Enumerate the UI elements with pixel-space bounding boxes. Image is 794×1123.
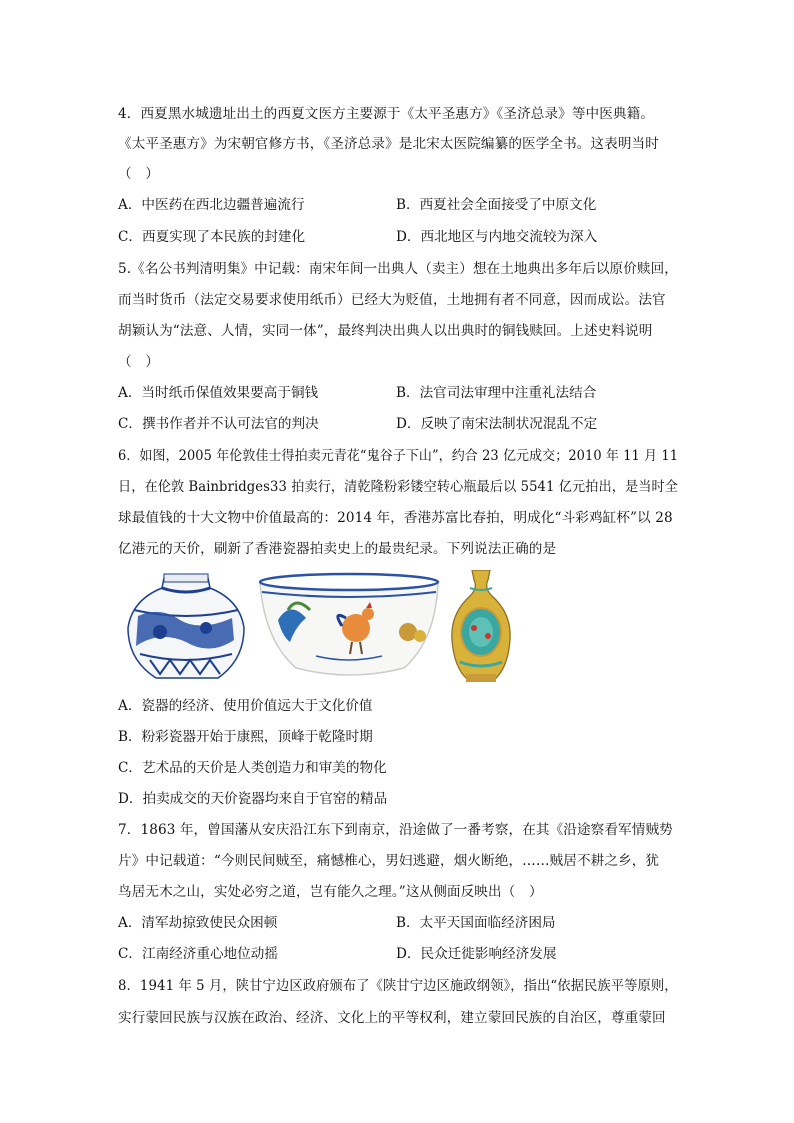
q5-line-2: 而当时货币（法定交易要求使用纸币）已经大为贬值，土地拥有者不同意，因而成讼。法官 xyxy=(118,292,666,308)
chicken-cup-image xyxy=(260,574,438,675)
q5-option-b: B．法官司法审理中注重礼法结合 xyxy=(396,385,597,401)
q6-option-c: C．艺术品的天价是人类创造力和审美的物化 xyxy=(118,760,387,776)
revolving-vase-image xyxy=(452,570,510,682)
q6-line-4: 亿港元的天价，刷新了香港瓷器拍卖史上的最贵纪录。下列说法正确的是 xyxy=(118,541,557,557)
q6-line-3: 球最值钱的十大文物中价值最高的：2014 年，香港苏富比春拍，明成化“斗彩鸡缸杯”以 28 xyxy=(118,510,673,526)
q6-option-d: D．拍卖成交的天价瓷器均来自于官窑的精品 xyxy=(118,791,388,807)
q6-option-b: B．粉彩瓷器开始于康熙，顶峰于乾隆时期 xyxy=(118,729,373,745)
q5-option-a: A．当时纸币保值效果要高于铜钱 xyxy=(118,385,319,401)
blue-white-jar-image xyxy=(128,574,244,678)
q5-option-d: D．反映了南宋法制状况混乱不定 xyxy=(396,416,598,432)
q5-line-1: 5.《名公书判清明集》中记载：南宋年间一出典人（卖主）想在土地典出多年后以原价赎回， xyxy=(118,261,678,277)
q7-line-3: 鸟居无木之山，实处必穷之道，岂有能久之理。”这从侧面反映出（ ） xyxy=(118,884,543,900)
q4-option-a: A．中医药在西北边疆普遍流行 xyxy=(118,197,305,213)
q6-option-a: A．瓷器的经济、使用价值远大于文化价值 xyxy=(118,698,373,714)
q4-option-b: B．西夏社会全面接受了中原文化 xyxy=(396,197,597,213)
q5-line-4: （ ） xyxy=(118,354,160,370)
q6-line-1: 6．如图，2005 年伦敦佳士得拍卖元青花“鬼谷子下山”，约合 23 亿元成交；2010 年 11 月 11 xyxy=(118,448,679,464)
q6-line-2: 日，在伦敦 Bainbridges33 拍卖行，清乾隆粉彩镂空转心瓶最后以 5541 亿元拍出，是当时全 xyxy=(118,479,678,495)
q4-line-1: 4．西夏黑水城遗址出土的西夏文医方主要源于《太平圣惠方》《圣济总录》等中医典籍。 xyxy=(118,106,655,122)
q7-option-d: D．民众迁徙影响经济发展 xyxy=(396,946,557,962)
porcelain-figure xyxy=(120,570,520,686)
q4-line-3: （ ） xyxy=(118,166,160,182)
q7-line-1: 7．1863 年，曾国藩从安庆沿江东下到南京，沿途做了一番考察，在其《沿途察看军情贼势 xyxy=(118,822,673,838)
q4-option-c: C．西夏实现了本民族的封建化 xyxy=(118,229,306,245)
q5-line-3: 胡颖认为“法意、人情，实同一体”，最终判决出典人以出典时的铜钱赎回。上述史料说明 xyxy=(118,323,653,339)
q7-option-a: A．清军劫掠致使民众困顿 xyxy=(118,915,278,931)
q4-option-d: D．西北地区与内地交流较为深入 xyxy=(396,229,598,245)
q4-line-2: 《太平圣惠方》为宋朝官修方书，《圣济总录》是北宋太医院编纂的医学全书。这表明当时 xyxy=(118,136,659,152)
q7-option-c: C．江南经济重心地位动摇 xyxy=(118,946,278,962)
q8-line-1: 8．1941 年 5 月，陕甘宁边区政府颁布了《陕甘宁边区施政纲领》，指出“依据民族平等原则， xyxy=(118,978,678,994)
q7-line-2: 片》中记载道：“今则民间贼至，痛憾椎心，男妇逃避，烟火断绝，……贼居不耕之乡，犹 xyxy=(118,853,660,869)
q7-option-b: B．太平天国面临经济困局 xyxy=(396,915,556,931)
q8-line-2: 实行蒙回民族与汉族在政治、经济、文化上的平等权利，建立蒙回民族的自治区，尊重蒙回 xyxy=(118,1010,666,1026)
q5-option-c: C．撰书作者并不认可法官的判决 xyxy=(118,416,319,432)
